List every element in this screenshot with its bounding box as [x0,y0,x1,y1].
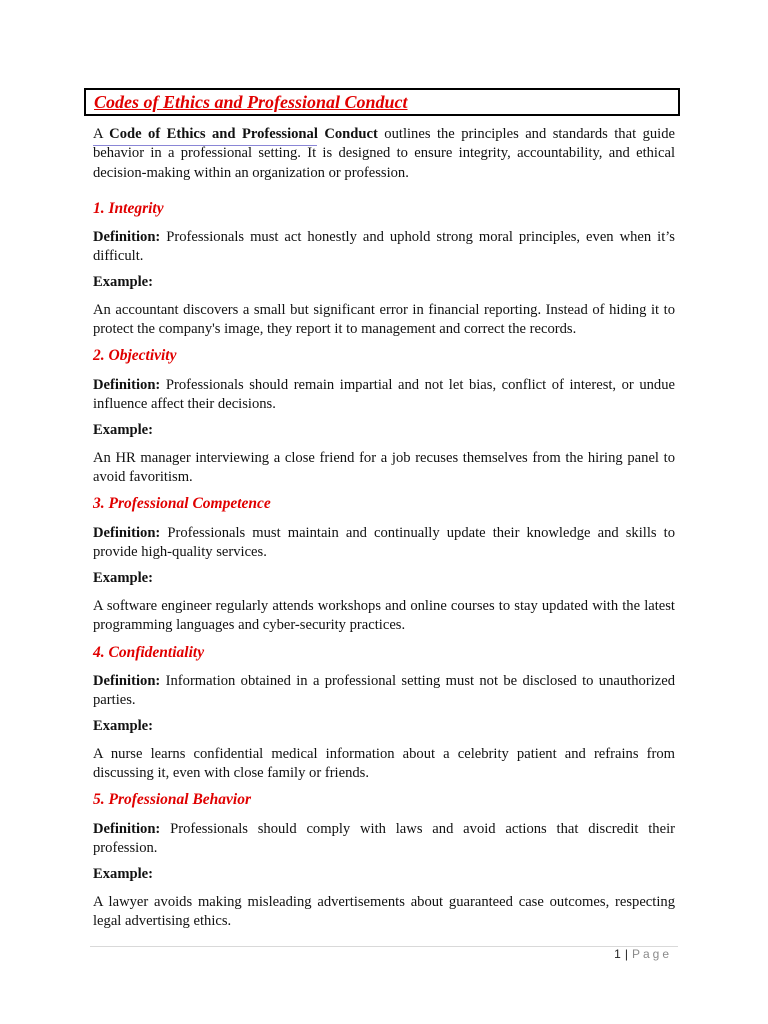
section-heading: 3. Professional Competence [93,495,271,512]
definition-label: Definition: [93,377,161,393]
definition-label: Definition: [93,821,161,837]
section-heading: 1. Integrity [93,200,164,217]
definition-paragraph [93,376,675,415]
example-text: A software engineer regularly attends workshops and online courses to stay updated with the latest programming languages and cyber-security practices. [93,598,675,634]
intro-prefix: A [93,126,110,142]
example-label: Example: [93,866,153,882]
page-word: Page [631,947,672,961]
definition-text: Professionals must maintain and continually update their knowledge and skills to provide high-quality services. [93,525,675,561]
example-label: Example: [93,274,153,290]
section-heading: 5. Professional Behavior [93,791,252,808]
definition-label: Definition: [93,525,161,541]
example-text: A nurse learns confidential medical information about a celebrity patient and refrains from discussing it, even with close family or friends. [93,746,675,782]
definition-text: Professionals should comply with laws and avoid actions that discredit their profession. [93,821,675,857]
intro-paragraph [93,125,675,183]
definition-paragraph [93,672,675,711]
definition-paragraph [93,820,675,859]
page-separator: | [624,947,628,961]
example-text: An HR manager interviewing a close friend for a job recuses themselves from the hiring panel to avoid favoritism. [93,450,675,486]
definition-paragraph [93,524,675,563]
section-heading: 2. Objectivity [93,347,177,364]
section-heading: 4. Confidentiality [93,644,205,661]
example-label: Example: [93,718,153,734]
title-box [84,88,680,116]
definition-text: Professionals should remain impartial and not let bias, conflict of interest, or undue influence affect their decisions. [93,377,675,413]
page-number: 1 [614,947,621,961]
example-text: A lawyer avoids making misleading advertisements about guaranteed case outcomes, respecting legal advertising ethics. [93,894,675,930]
definition-paragraph [93,228,675,267]
intro-underline [93,145,317,146]
page-footer [614,947,672,961]
definition-text: Information obtained in a professional setting must not be disclosed to unauthorized parties. [93,673,675,709]
example-label: Example: [93,570,153,586]
definition-label: Definition: [93,673,161,689]
footer-rule [90,946,678,947]
intro-emphasis: Code of Ethics and Professional Conduct [109,126,378,142]
example-text: An accountant discovers a small but significant error in financial reporting. Instead of hiding it to protect the company's image, they report it to management and correct the records. [93,302,675,338]
definition-label: Definition: [93,229,161,245]
example-label: Example: [93,422,153,438]
document-title: Codes of Ethics and Professional Conduct [94,92,408,112]
definition-text: Professionals must act honestly and uphold strong moral principles, even when it’s difficult. [93,229,675,265]
intro-rest: outlines the principles and standards that guide behavior in a professional setting. It is designed to ensure integrity, accountability, and ethical decision-making within an organization or profession. [93,126,675,181]
